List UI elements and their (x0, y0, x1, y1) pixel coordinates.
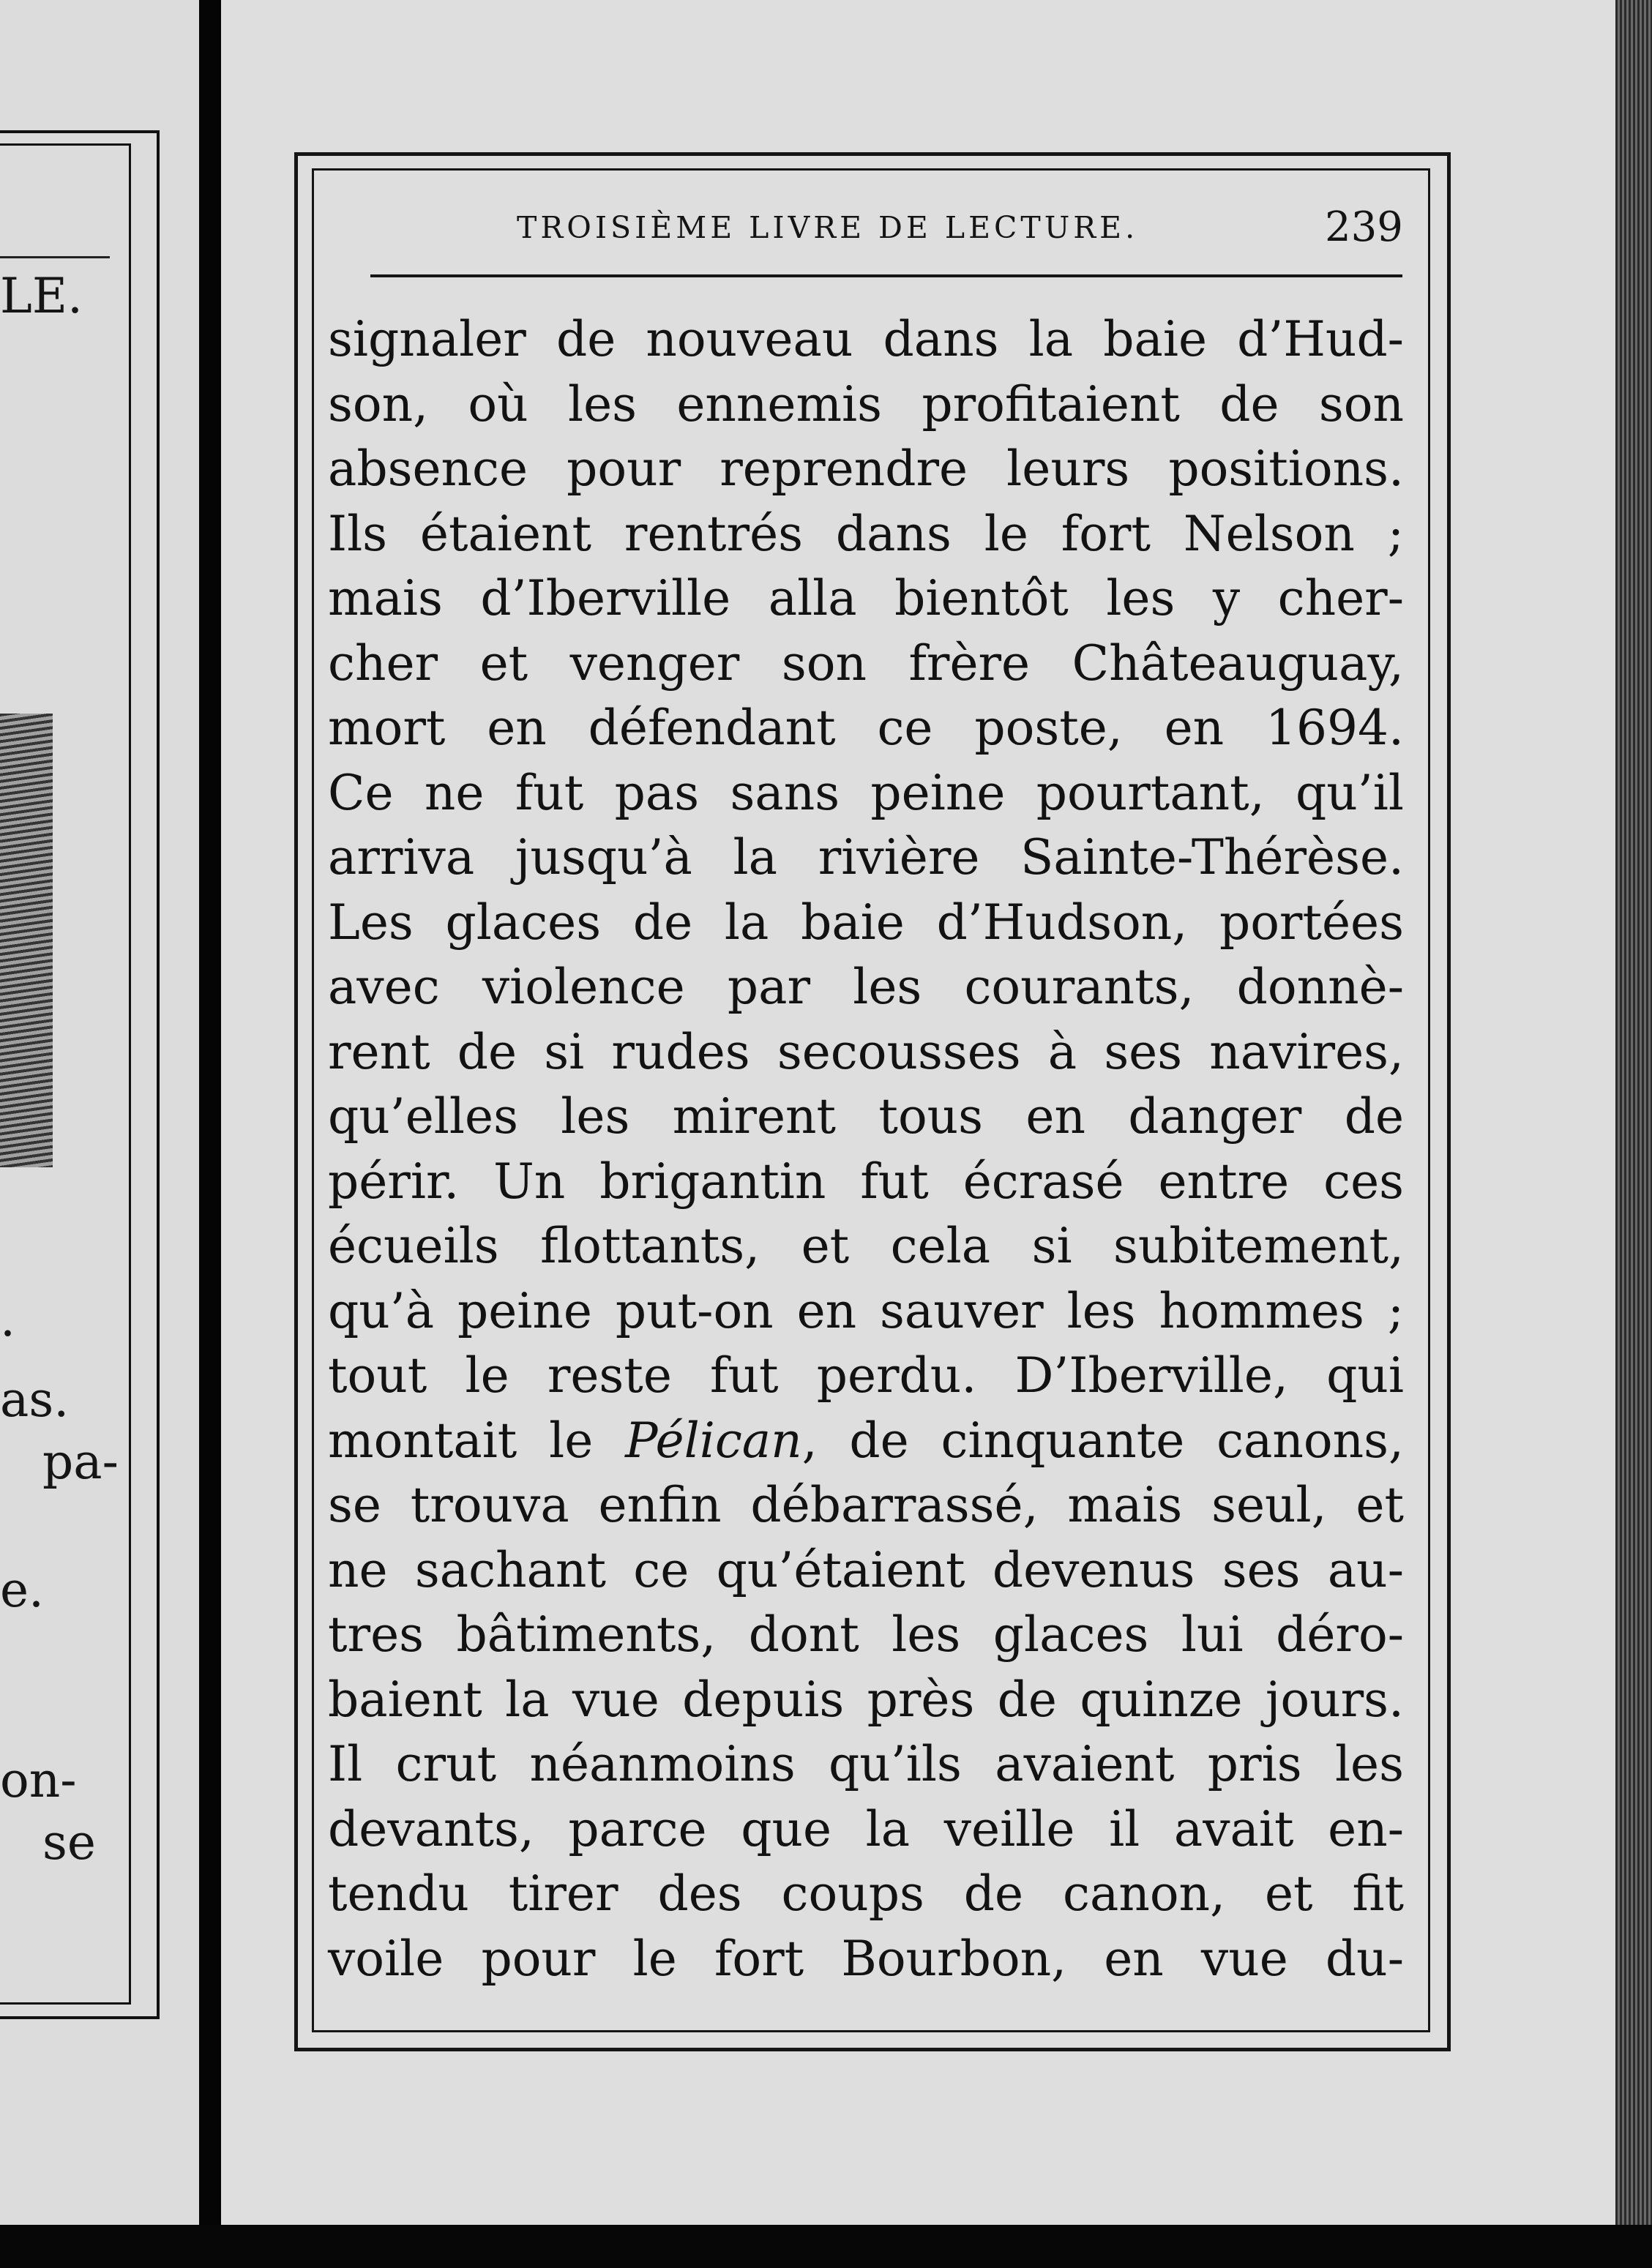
text-line: écueils flottants, et cela si subitement, (328, 1218, 1404, 1274)
ship-name-italic: Pélican (625, 1412, 802, 1469)
previous-page-fragment (0, 0, 199, 2225)
previous-page-text-fragment: as. (0, 1371, 70, 1428)
text-line: Ce ne fut pas sans peine pourtant, qu’il (328, 764, 1404, 821)
text-line: signaler de nouveau dans la baie d’Hud- (328, 311, 1404, 367)
text-line: baient la vue depuis près de quinze jours. (328, 1671, 1404, 1728)
text-line: tres bâtiments, dont les glaces lui déro- (328, 1606, 1404, 1663)
body-text (328, 307, 1404, 1991)
text-line: tout le reste fut perdu. D’Iberville, qui (328, 1347, 1404, 1404)
text-line: Les glaces de la baie d’Hudson, portées (328, 894, 1404, 951)
text-line: arriva jusqu’à la rivière Sainte-Thérèse. (328, 829, 1404, 886)
running-head: TROISIÈME LIVRE DE LECTURE. (517, 210, 1139, 245)
text-line-start: montait le (328, 1412, 626, 1469)
text-line: périr. Un brigantin fut écrasé entre ces (328, 1153, 1404, 1210)
text-line: mais d’Iberville alla bientôt les y cher- (328, 570, 1404, 626)
page-edges (1615, 0, 1652, 2268)
previous-page-text-fragment: se (42, 1814, 96, 1871)
text-line: tendu tirer des coups de canon, et fit (328, 1865, 1404, 1922)
text-line: mort en défendant ce poste, en 1694. (328, 700, 1404, 756)
book-gutter (199, 0, 221, 2268)
previous-page-text-fragment: pa- (42, 1434, 119, 1490)
text-line: voile pour le fort Bourbon, en vue du- (328, 1930, 1404, 1987)
previous-page-rule (0, 256, 110, 258)
text-line: son, où les ennemis profitaient de son (328, 375, 1404, 433)
text-line-end: , de cinquante canons, (801, 1412, 1404, 1469)
text-line: ne sachant ce qu’étaient devenus ses au- (328, 1541, 1404, 1598)
text-line: se trouva enfin débarrassé, mais seul, et (328, 1477, 1404, 1533)
previous-page-text-fragment: on- (0, 1752, 77, 1808)
text-line-with-ship-name (328, 1409, 1404, 1474)
text-line: absence pour reprendre leurs positions. (328, 441, 1404, 497)
scan-bottom-band (0, 2225, 1652, 2268)
previous-page-engraving-illustration (0, 714, 53, 1167)
text-line: avec violence par les courants, donnè- (328, 959, 1404, 1015)
text-line: devants, parce que la veille il avait en- (328, 1800, 1404, 1857)
text-line: Ils étaient rentrés dans le fort Nelson ; (328, 505, 1404, 562)
text-line: Il crut néanmoins qu’ils avaient pris les (328, 1736, 1404, 1792)
text-line: qu’à peine put-on en sauver les hommes ; (328, 1282, 1404, 1339)
header-rule (370, 274, 1402, 277)
text-line: qu’elles les mirent tous en danger de (328, 1088, 1404, 1145)
previous-page-text-fragment: . (0, 1291, 15, 1347)
text-line: rent de si rudes secousses à ses navires, (328, 1023, 1404, 1080)
previous-page-text-fragment: LE. (0, 268, 83, 324)
previous-page-text-fragment: e. (0, 1562, 45, 1618)
page-number: 239 (1325, 203, 1403, 251)
text-line: cher et venger son frère Châteauguay, (328, 635, 1404, 692)
